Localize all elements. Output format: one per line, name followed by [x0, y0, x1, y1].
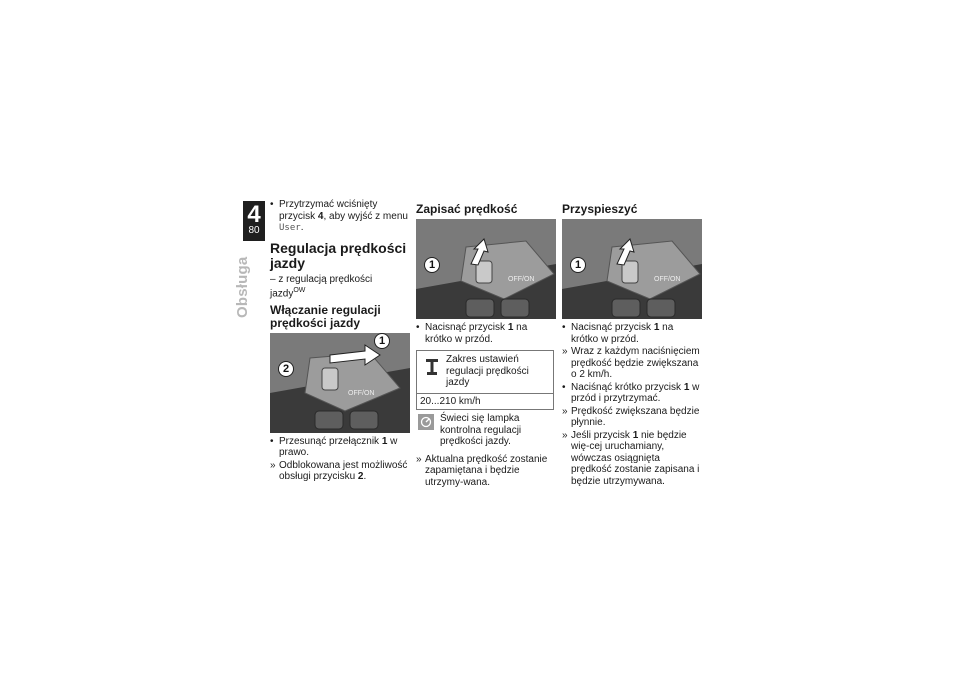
instruction-bullet: • Nacisnąć przycisk 1 na krótko w przód. [562, 322, 702, 345]
section-side-title: Obsługa [234, 256, 251, 318]
section-heading: Zapisać prędkość [416, 202, 518, 216]
menu-name: User [279, 223, 301, 233]
subsection-heading: Włączanie regulacji prędkości jazdy [270, 302, 381, 330]
callout-1: 1 [374, 333, 390, 349]
column-2 [416, 199, 554, 489]
switch-label: OFF/ON [654, 276, 681, 283]
range-value: 20...210 km/h [420, 395, 481, 407]
cruise-control-indicator-icon [418, 414, 434, 430]
callout-1: 1 [424, 257, 440, 273]
equipment-note: – z regulacją prędkości jazdy$^{OW}$ [270, 273, 373, 300]
result-line: » Jeśli przycisk 1 nie będzie wię-cej uruchamiany, wówczas osiągnięta prędkość zostanie zapisana i będzie utrzymywana. [562, 430, 702, 488]
page-number: 80 [248, 225, 260, 236]
instruction-bullet: • Naciśnąć krótko przycisk 1 w przód i przytrzymać. [562, 382, 702, 405]
instruction-bullet: • Przesunąć przełącznik 1 w prawo. [270, 436, 410, 459]
accelerate-button-photo [562, 219, 702, 319]
callout-1: 1 [570, 257, 586, 273]
switch-label: OFF/ON [508, 276, 535, 283]
instruction-bullet: • Przytrzymać wciśnięty przycisk 4, aby wyjść z menu User. [270, 199, 410, 235]
column-3 [562, 199, 702, 488]
wrench-spec-icon [424, 357, 440, 377]
result-line: » Wraz z każdym naciśnięciem prędkość będzie zwiększana o 2 km/h. [562, 346, 702, 381]
chapter-number: 4 [247, 201, 261, 228]
cruise-switch-photo [270, 333, 410, 433]
result-line: » Prędkość zwiększana będzie płynnie. [562, 406, 702, 429]
section-heading: Przyspieszyć [562, 202, 638, 216]
column-1 [270, 199, 410, 484]
result-line: » Aktualna prędkość zostanie zapamiętana i będzie utrzymy-wana. [416, 454, 554, 489]
indicator-note [416, 413, 554, 448]
result-line: » Odblokowana jest możliwość obsługi przycisku 2. [270, 460, 410, 483]
indicator-text: Świeci się lampka kontrolna regulacji prędkości jazdy. [440, 413, 522, 447]
cruise-button-photo [416, 219, 556, 319]
instruction-bullet: • Nacisnąć przycisk 1 na krótko w przód. [416, 322, 554, 345]
settings-range-box [416, 350, 554, 410]
switch-label: OFF/ON [348, 389, 375, 397]
section-heading: Regulacja prędkości jazdy [270, 239, 407, 271]
callout-2: 2 [278, 361, 294, 377]
range-label: Zakres ustawień regulacji prędkości jazdy [446, 354, 529, 388]
